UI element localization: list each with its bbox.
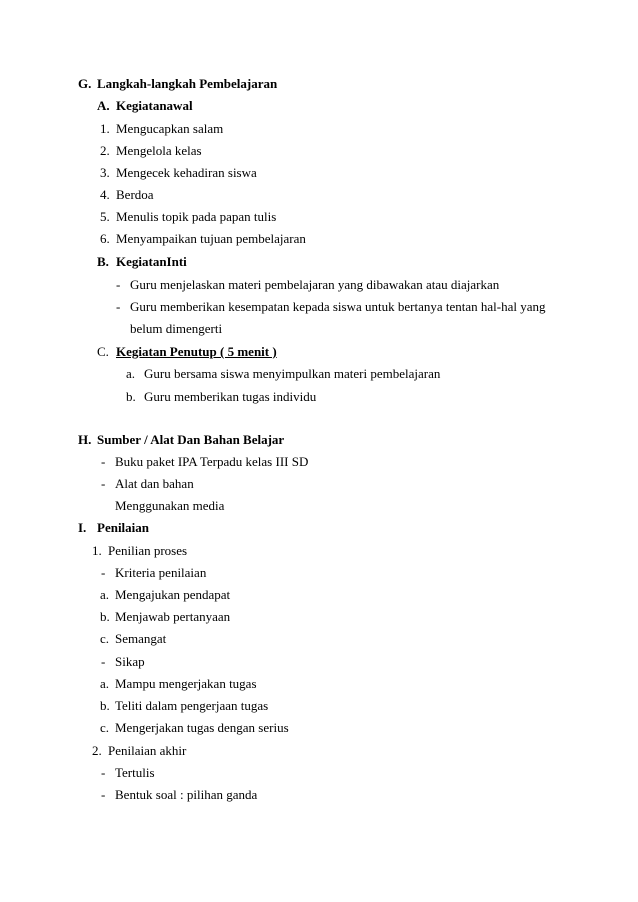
subsection-title: Kegiatanawal <box>116 98 193 113</box>
list-marker: a. <box>100 587 110 602</box>
list-marker: 6. <box>100 231 110 246</box>
section-marker: H. <box>78 432 92 447</box>
section-title: Langkah-langkah Pembelajaran <box>97 76 278 91</box>
list-marker: - <box>101 454 106 469</box>
list-marker: - <box>116 277 121 292</box>
list-text: Penilian proses <box>108 543 188 558</box>
list-marker: - <box>101 787 106 802</box>
subsection-marker: A. <box>97 98 110 113</box>
list-text: Guru menjelaskan materi pembelajaran yang dibawakan atau diajarkan <box>130 277 500 292</box>
list-marker: 2. <box>100 143 110 158</box>
list-text: Guru bersama siswa menyimpulkan materi pembelajaran <box>144 366 441 381</box>
list-item-continuation: Menggunakan media <box>115 498 225 513</box>
list-text: Kriteria penilaian <box>115 565 207 580</box>
list-marker: - <box>101 565 106 580</box>
list-text: Mampu mengerjakan tugas <box>115 676 257 691</box>
list-text: Buku paket IPA Terpadu kelas III SD <box>115 454 309 469</box>
section-title: Sumber / Alat Dan Bahan Belajar <box>97 432 285 447</box>
list-text: Menjawab pertanyaan <box>115 609 231 624</box>
list-marker: c. <box>100 631 110 646</box>
list-text: Menyampaikan tujuan pembelajaran <box>116 231 306 246</box>
list-marker: 4. <box>100 187 110 202</box>
list-marker: - <box>101 476 106 491</box>
list-marker: 5. <box>100 209 110 224</box>
list-text: Guru memberikan tugas individu <box>144 389 317 404</box>
list-text: Penilaian akhir <box>108 743 187 758</box>
list-marker: 1. <box>100 121 110 136</box>
subsection-marker: B. <box>97 254 109 269</box>
list-marker: b. <box>100 609 110 624</box>
list-text: Mengajukan pendapat <box>115 587 231 602</box>
list-text: Mengelola kelas <box>116 143 202 158</box>
list-marker: - <box>101 765 106 780</box>
list-marker: 2. <box>92 743 102 758</box>
subsection-title: KegiatanInti <box>116 254 187 269</box>
list-marker: - <box>116 299 121 314</box>
list-text: Alat dan bahan <box>115 476 194 491</box>
list-text: Semangat <box>115 631 167 646</box>
list-text: Mengecek kehadiran siswa <box>116 165 257 180</box>
list-marker: 1. <box>92 543 102 558</box>
list-text: Guru memberikan kesempatan kepada siswa untuk bertanya tentan hal-hal yang <box>130 299 546 314</box>
list-text: Menulis topik pada papan tulis <box>116 209 277 224</box>
list-text: Tertulis <box>115 765 155 780</box>
subsection-title: Kegiatan Penutup ( 5 menit ) <box>116 344 277 359</box>
list-text: Sikap <box>115 654 145 669</box>
list-marker: a. <box>100 676 110 691</box>
list-text: Teliti dalam pengerjaan tugas <box>115 698 269 713</box>
list-text: Bentuk soal : pilihan ganda <box>115 787 258 802</box>
list-marker: b. <box>126 389 136 404</box>
list-text: Berdoa <box>116 187 154 202</box>
list-marker: a. <box>126 366 136 381</box>
list-marker: b. <box>100 698 110 713</box>
list-marker: - <box>101 654 106 669</box>
list-item-continuation: belum dimengerti <box>130 321 223 336</box>
list-marker: 3. <box>100 165 110 180</box>
subsection-marker: C. <box>97 344 109 359</box>
section-title: Penilaian <box>97 520 150 535</box>
list-text: Mengucapkan salam <box>116 121 224 136</box>
list-text: Mengerjakan tugas dengan serius <box>115 720 289 735</box>
list-marker: c. <box>100 720 110 735</box>
section-marker: I. <box>78 520 87 535</box>
section-marker: G. <box>78 76 92 91</box>
